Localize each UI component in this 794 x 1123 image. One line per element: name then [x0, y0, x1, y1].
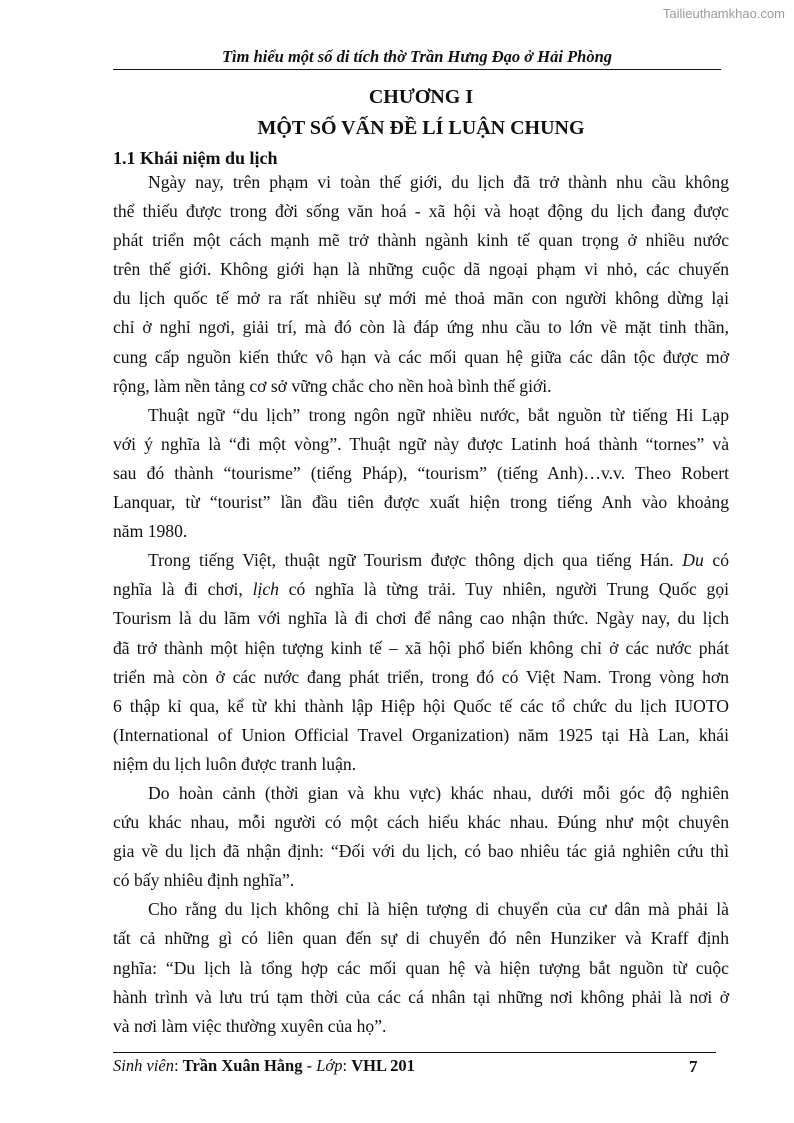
text-line	[113, 575, 729, 604]
paragraph	[113, 168, 729, 401]
text-line: sau đó thành “tourisme” (tiếng Pháp), “tourism” (tiếng Anh)…v.v. Theo Robert	[113, 462, 729, 483]
body-text	[113, 168, 729, 1041]
italic-term: lịch	[252, 579, 279, 600]
text-line: chỉ ở nghỉ ngơi, giải trí, mà đó còn là đáp ứng nhu cầu to lớn về mặt tinh thần,	[113, 317, 729, 338]
text-line: triển mà còn ở các nước đang phát triển, trong đó có Việt Nam. Trong vòng hơn	[113, 666, 729, 687]
text-line: cung cấp nguồn kiến thức vô hạn và các mối quan hệ giữa các dân tộc được mở	[113, 346, 729, 367]
text-segment: có nghĩa là từng trải. Tuy nhiên, người Trung Quốc gọi	[278, 579, 729, 600]
text-line: 6 thập kỉ qua, kể từ khi thành lập Hiệp hội Quốc tế các tổ chức du lịch IUOTO	[113, 695, 729, 716]
class-name: VHL 201	[351, 1056, 415, 1075]
chapter-title: MỘT SỐ VẤN ĐỀ LÍ LUẬN CHUNG	[257, 117, 585, 139]
text-line: nghĩa: “Du lịch là tổng hợp các mối quan hệ và hiện tượng bắt nguồn từ cuộc	[113, 957, 729, 978]
text-line: Lanquar, từ “tourist” lần đầu tiên được xuất hiện trong tiếng Anh vào khoảng	[113, 492, 729, 513]
text-segment: Trong tiếng Việt, thuật ngữ Tourism được thông dịch qua tiếng Hán.	[148, 550, 683, 571]
class-label: Lớp	[316, 1056, 343, 1075]
text-line: Tourism là du lãm với nghĩa là đi chơi để nâng cao nhận thức. Ngày nay, du lịch	[113, 608, 729, 629]
text-line: với ý nghĩa là “đi một vòng”. Thuật ngữ này được Latinh hoá thành “tornes” và	[113, 433, 729, 454]
watermark: Tailieuthamkhao.com	[662, 6, 785, 21]
chapter-label: CHƯƠNG I	[368, 86, 474, 108]
paragraph	[113, 779, 729, 895]
text-line: cứu khác nhau, mỗi người có một cách hiểu khác nhau. Đúng như một chuyên	[113, 812, 729, 833]
running-header: Tìm hiểu một số di tích thờ Trần Hưng Đạo ở Hải Phòng	[221, 47, 613, 66]
text-line: tất cả những gì có liên quan đến sự di chuyển đó nên Hunziker và Kraff định	[113, 928, 729, 949]
page-number: 7	[689, 1057, 698, 1076]
text-line: Cho rằng du lịch không chỉ là hiện tượng di chuyển của cư dân mà phải là	[148, 899, 729, 920]
text-line: có bấy nhiêu định nghĩa”.	[113, 870, 295, 891]
text-line: đã trở thành một hiện tượng kinh tế – xã hội phổ biến không chỉ ở các nước phát	[113, 637, 729, 658]
paragraph	[113, 546, 729, 779]
text-segment: có	[703, 550, 729, 571]
header-rule	[113, 69, 721, 70]
text-segment: nghĩa là đi chơi,	[113, 579, 253, 600]
text-line: phát triển một cách mạnh mẽ trở thành ngành kinh tế quan trọng ở nhiều nước	[113, 230, 729, 251]
text-line: niệm du lịch luôn được tranh luận.	[113, 753, 357, 774]
text-line: Thuật ngữ “du lịch” trong ngôn ngữ nhiều nước, bắt nguồn từ tiếng Hi Lạp	[148, 404, 729, 425]
section-heading: 1.1 Khái niệm du lịch	[113, 148, 278, 168]
text-line: năm 1980.	[113, 521, 188, 542]
text-line: hành trình và lưu trú tạm thời của các cá nhân tại những nơi không phải là nơi ở	[113, 986, 729, 1007]
paragraph	[113, 401, 729, 546]
paragraph	[113, 895, 729, 1040]
text-line: (International of Union Official Travel Organization) năm 1925 tại Hà Lan, khái	[113, 724, 729, 745]
text-line: thể thiếu được trong đời sống văn hoá - xã hội và hoạt động du lịch đang được	[113, 201, 729, 222]
footer-rule	[113, 1052, 716, 1053]
text-line: rộng, làm nền tảng cơ sở vững chắc cho nền hoà bình thế giới.	[113, 375, 552, 396]
text-line: và nơi làm việc thường xuyên của họ”.	[113, 1015, 387, 1036]
text-line: gia về du lịch đã nhận định: “Đối với du lịch, có bao nhiêu tác giả nghiên cứu thì	[113, 841, 729, 862]
footer-credit: Sinh viên: Trần Xuân Hằng - Lớp: VHL 201	[113, 1056, 415, 1075]
text-line: Do hoàn cảnh (thời gian và khu vực) khác nhau, dưới mỗi góc độ nghiên	[148, 782, 729, 803]
student-label: Sinh viên	[113, 1056, 174, 1075]
italic-term: Du	[682, 550, 704, 571]
student-name: Trần Xuân Hằng	[182, 1056, 303, 1075]
text-line: du lịch quốc tế mở ra rất nhiều sự mới mẻ thoả mãn con người không dừng lại	[113, 288, 729, 309]
text-line	[113, 546, 729, 575]
text-line: Ngày nay, trên phạm vi toàn thế giới, du lịch đã trở thành nhu cầu không	[148, 172, 729, 192]
text-line: trên thế giới. Không giới hạn là những cuộc dã ngoại phạm vi nhỏ, các chuyến	[113, 259, 729, 280]
